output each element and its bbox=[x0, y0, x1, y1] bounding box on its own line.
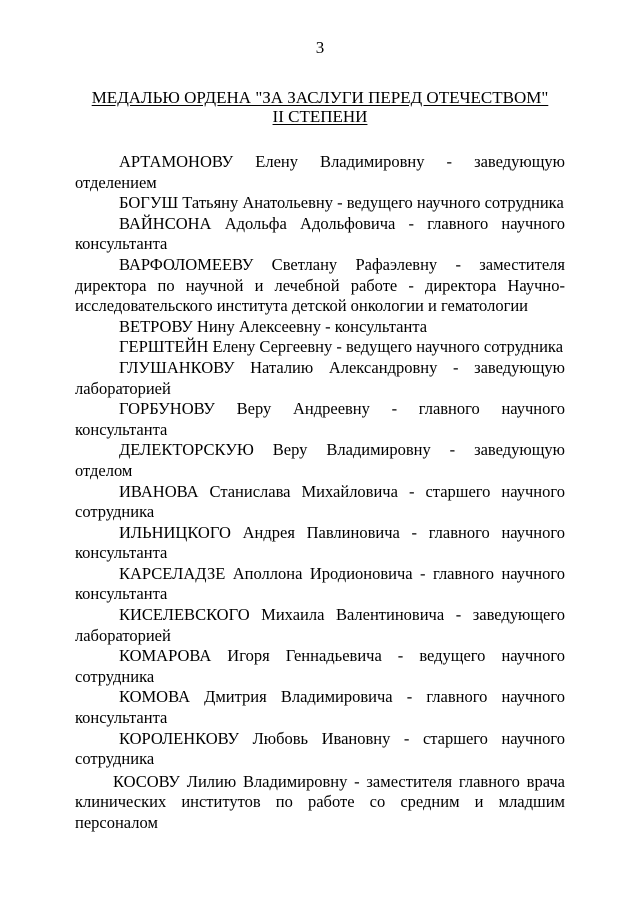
awardee-entry: КАРСЕЛАДЗЕ Аполлона Иродионовича - главного научного консультанта bbox=[75, 563, 565, 604]
awardee-list bbox=[75, 152, 565, 834]
heading-line-2: II СТЕПЕНИ bbox=[272, 107, 368, 126]
awardee-entry: ВАЙНСОНА Адольфа Адольфовича - главного научного консультанта bbox=[75, 213, 565, 254]
awardee-entry: ИЛЬНИЦКОГО Андрея Павлиновича - главного научного консультанта bbox=[75, 522, 565, 563]
page-number: 3 bbox=[315, 38, 325, 57]
awardee-entry: КОСОВУ Лилию Владимировну - заместителя главного врача клинических институтов по работе со средним и младшим персоналом bbox=[75, 771, 565, 832]
awardee-entry: ГЕРШТЕЙН Елену Сергеевну - ведущего научного сотрудника bbox=[119, 337, 564, 357]
awardee-entry: ГЛУШАНКОВУ Наталию Александровну - заведующую лабораторией bbox=[75, 357, 565, 398]
awardee-entry: КИСЕЛЕВСКОГО Михаила Валентиновича - заведующего лабораторией bbox=[75, 605, 565, 645]
awardee-entry: КОМАРОВА Игоря Геннадьевича - ведущего научного сотрудника bbox=[75, 646, 565, 686]
awardee-entry: КОМОВА Дмитрия Владимировича - главного научного консультанта bbox=[75, 687, 565, 728]
awardee-entry: КОРОЛЕНКОВУ Любовь Ивановну - старшего научного сотрудника bbox=[75, 728, 565, 769]
awardee-entry: БОГУШ Татьяну Анатольевну - ведущего научного сотрудника bbox=[119, 193, 564, 213]
section-heading bbox=[0, 88, 640, 126]
awardee-entry: ВЕТРОВУ Нину Алексеевну - консультанта bbox=[119, 316, 428, 336]
heading-line-1: МЕДАЛЬЮ ОРДЕНА "ЗА ЗАСЛУГИ ПЕРЕД ОТЕЧЕСТВОМ" bbox=[91, 88, 549, 107]
awardee-entry: ДЕЛЕКТОРСКУЮ Веру Владимировну - заведующую отделом bbox=[75, 440, 565, 480]
awardee-entry: ГОРБУНОВУ Веру Андреевну - главного научного консультанта bbox=[75, 399, 565, 439]
awardee-entry: ИВАНОВА Станислава Михайловича - старшего научного сотрудника bbox=[75, 481, 565, 522]
awardee-entry: ВАРФОЛОМЕЕВУ Светлану Рафаэлевну - заместителя директора по научной и лечебной работе - директора Научно-исследовательского института детской онкологии и гематологии bbox=[75, 254, 565, 316]
awardee-entry: АРТАМОНОВУ Елену Владимировну - заведующую отделением bbox=[75, 152, 565, 192]
